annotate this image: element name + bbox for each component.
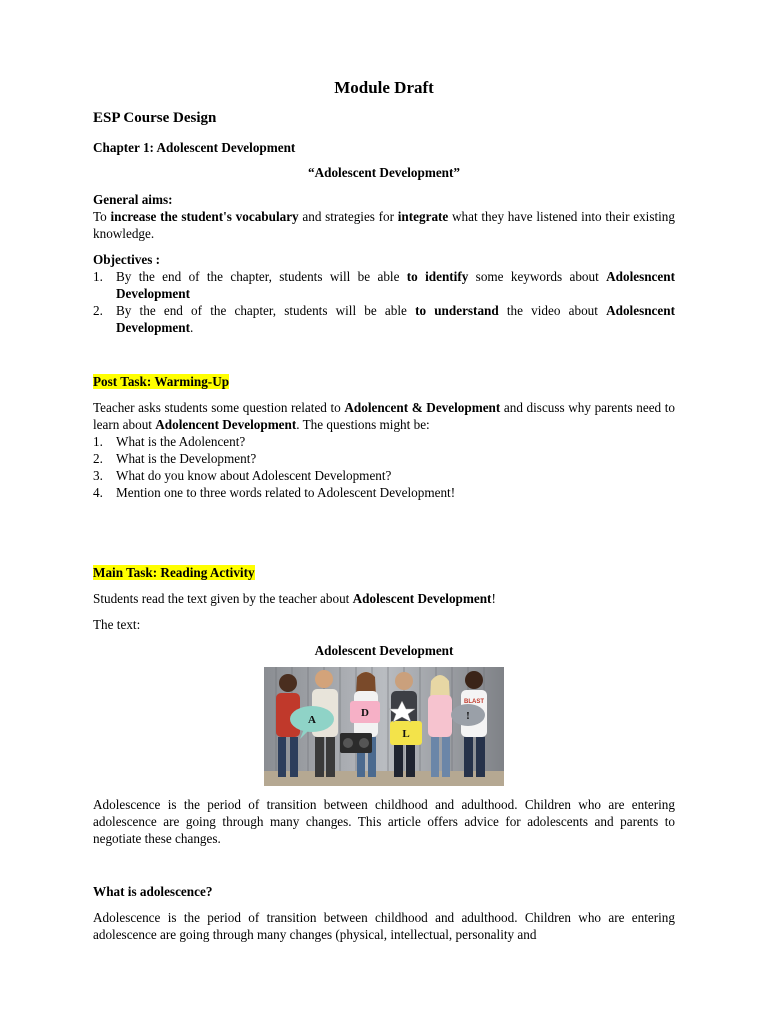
intro-paragraph: Adolescence is the period of transition between childhood and adulthood. Children who are entering adolescence are going through many changes. This article offers advice for adolescents and parents to negotiate these changes. [93, 797, 675, 846]
post-task-heading-row [93, 373, 675, 390]
main-task-bold: Adolescent Development [352, 591, 492, 606]
post-task-text: Teacher asks students some question related to [93, 400, 345, 415]
bubble-exclaim [451, 704, 485, 726]
objective-text: By the end of the chapter, students will be able [116, 303, 416, 318]
bubble-letter: ! [466, 710, 470, 722]
reading-text-title: Adolescent Development [314, 643, 454, 658]
aims-text-2: and strategies for [298, 209, 398, 224]
post-task-bold: Adolencent Development [155, 417, 297, 432]
warmup-questions-list [93, 433, 675, 501]
question-item [93, 484, 675, 501]
question-text: Mention one to three words related to Adolescent Development! [116, 485, 456, 500]
question-number: 3. [93, 468, 103, 483]
question-text: What do you know about Adolescent Development? [116, 468, 392, 483]
objective-item [93, 268, 675, 302]
objective-bold: to identify [406, 269, 469, 284]
main-task-heading: Main Task: Reading Activity [93, 565, 255, 580]
main-task-text: Students read the text given by the teacher about [93, 591, 353, 606]
objective-item [93, 302, 675, 336]
course-heading: ESP Course Design [93, 110, 217, 126]
bubble-letter: D [361, 707, 369, 719]
post-task-heading: Post Task: Warming-Up [93, 374, 230, 389]
post-task-bold: Adolencent & Development [344, 400, 501, 415]
teenagers-photo [264, 667, 504, 786]
objective-bold: Adolesncent Development [116, 303, 675, 335]
main-task-text: ! [491, 591, 496, 606]
question-item [93, 433, 675, 450]
text-label: The text: [93, 617, 141, 632]
aims-heading: General aims: [93, 192, 173, 207]
objectives-list [93, 268, 675, 336]
question-number: 1. [93, 434, 103, 449]
objective-text: the video about [498, 303, 607, 318]
objective-number: 1. [93, 269, 103, 284]
post-task-text: and discuss why parents need to learn about [93, 400, 676, 432]
boombox [340, 733, 372, 753]
bubble-l [390, 721, 422, 745]
question-number: 4. [93, 485, 103, 500]
aims-text-3: what they have listened into their existing knowledge. [93, 209, 675, 241]
bubble-d [350, 701, 380, 723]
question-number: 2. [93, 451, 103, 466]
document-title: Module Draft [334, 78, 434, 97]
chapter-heading: Chapter 1: Adolescent Development [93, 140, 296, 155]
main-task-paragraph [93, 590, 675, 607]
chapter-quote-title: “Adolescent Development” [308, 165, 460, 180]
bubble-letter: A [308, 714, 316, 726]
aims-bold-1: increase the student's vocabulary [110, 209, 299, 224]
question-text: What is the Adolencent? [116, 434, 246, 449]
question-item [93, 450, 675, 467]
aims-paragraph [93, 208, 675, 242]
objectives-heading: Objectives : [93, 252, 161, 267]
aims-text-1: To [93, 209, 111, 224]
question-text: What is the Development? [116, 451, 257, 466]
section-heading: What is adolescence? [93, 884, 213, 899]
objective-text: By the end of the chapter, students will be able [116, 269, 407, 284]
objective-bold: to understand [415, 303, 499, 318]
shirt-print: BLAST [464, 699, 484, 705]
question-item [93, 467, 675, 484]
objective-number: 2. [93, 303, 103, 318]
post-task-text: . The questions might be: [296, 417, 430, 432]
main-task-heading-row [93, 564, 675, 581]
aims-bold-2: integrate [397, 209, 449, 224]
body-paragraph: Adolescence is the period of transition between childhood and adulthood. Children who are entering adolescence are going through many changes (physical, intellectual, personality and [93, 910, 675, 942]
objective-text: some keywords about [468, 269, 607, 284]
post-task-paragraph [93, 399, 675, 433]
bubble-letter: L [402, 728, 410, 740]
objective-text: . [189, 320, 194, 335]
objective-bold: Adolesncent Development [116, 269, 675, 301]
